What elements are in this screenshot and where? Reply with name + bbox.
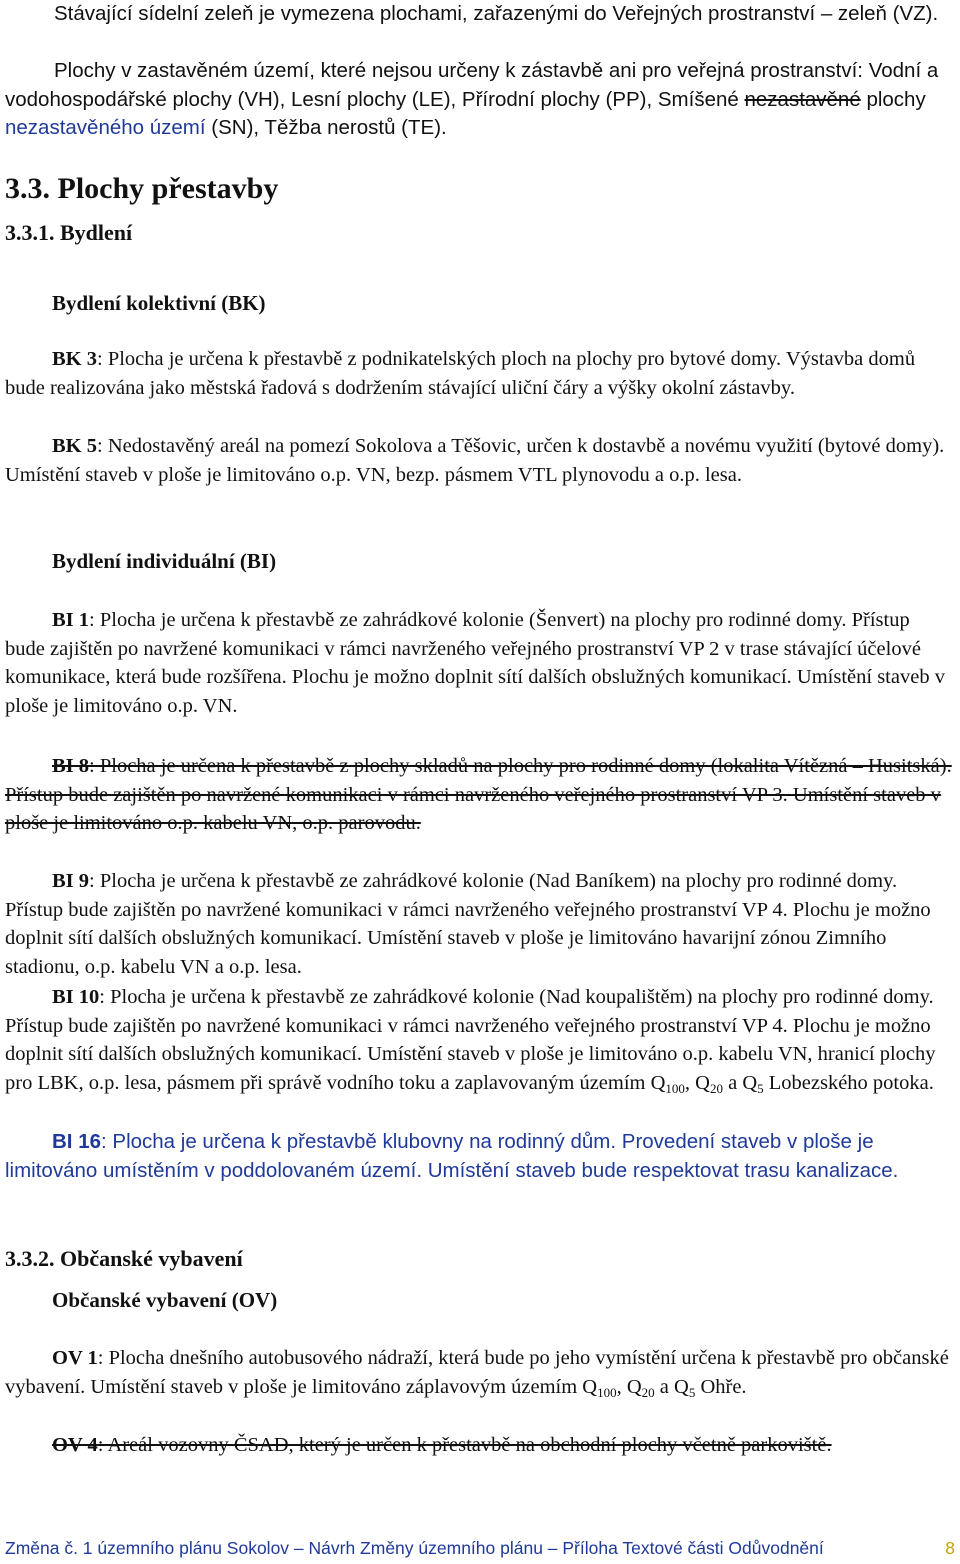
bi9-paragraph: BI 9: Plocha je určena k přestavbě ze zahrádkové kolonie (Nad Baníkem) na plochy pro rodinné domy. Přístup bude zajištěn po navržené komunikaci v rámci navrženého veřejného prostranství VP 4. Plochu je možno doplnit sítí dalších obslužných komunikací. Umístění staveb v ploše je limitováno havarijní zónou Zimního stadionu, o.p. kabelu VN a o.p. lesa. — [5, 870, 931, 978]
footer-text: Změna č. 1 územního plánu Sokolov – Návrh Změny územního plánu – Příloha Textové části Odůvodnění — [5, 1538, 824, 1558]
bi1-paragraph: BI 1: Plocha je určena k přestavbě ze zahrádkové kolonie (Šenvert) na plochy pro rodinné domy. Přístup bude zajištěn po navržené komunikaci v rámci navrženého veřejného prostranství VP 2 v trase stávající účelové komunikace, která bude rozšířena. Plochu je možno doplnit sítí dalších obslužných komunikací. Umístění staveb v ploše je limitováno o.p. VN. — [5, 609, 945, 717]
bi10-paragraph: BI 10: Plocha je určena k přestavbě ze zahrádkové kolonie (Nad koupalištěm) na plochy pro rodinné domy. Přístup bude zajištěn po navržené komunikaci v rámci navrženého veřejného prostranství VP 4. Plochu je možno doplnit sítí dalších obslužných komunikací. Umístění staveb v ploše je limitováno o.p. kabelu VN, hranicí plochy pro LBK, o.p. lesa, pásmem při správě vodního toku a zaplavovaným územím $Q_{100}$, $Q_{20}$ a $Q_5$ Lobezského potoka. — [5, 986, 936, 1096]
ov4-paragraph-struck: OV 4: Areál vozovny ČSAD, který je určen k přestavbě na obchodní plochy včetně parkoviště. — [52, 1434, 832, 1456]
bk3-code: BK 3 — [52, 348, 97, 370]
section-title: 3.3. Plochy přestavby — [5, 172, 279, 205]
bk5-paragraph: BK 5: Nedostavěný areál na pomezí Sokolova a Těšovic, určen k dostavbě a novému využití (bytové domy). Umístění staveb v ploše je limitováno o.p. VN, bezp. pásmem VTL plynovodu a o.p. lesa. — [5, 435, 945, 486]
bi1-code: BI 1 — [52, 609, 90, 631]
bi16-paragraph: BI 16: Plocha je určena k přestavbě klubovny na rodinný dům. Provedení staveb v ploše je limitováno umístěním v poddolovaném území. Umístění staveb bude respektovat trasu kanalizace. — [5, 1130, 899, 1182]
page-footer — [5, 1538, 955, 1562]
ov1-code: OV 1 — [52, 1347, 98, 1369]
blue-inserted-text: nezastavěného území — [5, 116, 206, 140]
ov1-paragraph: OV 1: Plocha dnešního autobusového nádraží, která bude po jeho vymístění určena k přestavbě pro občanské vybavení. Umístění staveb v ploše je limitováno záplavovým územím $Q_{100}$, $Q_{20}$ a $Q_5$ Ohře. — [5, 1347, 949, 1400]
subsection-title-obcanske: 3.3.2. Občanské vybavení — [5, 1246, 243, 1271]
bk3-paragraph: BK 3: Plocha je určena k přestavbě z podnikatelských ploch na plochy pro bytové domy. Výstavba domů bude realizována jako městská řadová s dodržením stávající uliční čáry a výšky okolní zástavby. — [5, 348, 916, 399]
subsection-title-bydleni: 3.3.1. Bydlení — [5, 220, 133, 245]
ov4-code: OV 4 — [52, 1434, 98, 1456]
bi16-code: BI 16 — [52, 1130, 101, 1153]
bi10-code: BI 10 — [52, 986, 100, 1008]
ov-heading: Občanské vybavení (OV) — [52, 1288, 278, 1312]
page-number: 8 — [945, 1538, 955, 1558]
bi-heading: Bydlení individuální (BI) — [52, 549, 277, 573]
bi8-paragraph-struck: BI 8: Plocha je určena k přestavbě z plochy skladů na plochy pro rodinné domy (lokalita Vítězná – Husitská). Přístup bude zajištěn po navržené komunikaci v rámci navrženého veřejného prostranství VP 3. Umístění staveb v ploše je limitováno o.p. kabelu VN, o.p. parovodu. — [5, 755, 952, 835]
bi9-code: BI 9 — [52, 870, 90, 892]
struck-text: nezastavěné — [744, 87, 861, 111]
bi8-code: BI 8 — [52, 755, 90, 777]
intro-paragraph-1: Stávající sídelní zeleň je vymezena plochami, zařazenými do Veřejných prostranství – zeleň (VZ). — [54, 2, 939, 25]
bk-heading: Bydlení kolektivní (BK) — [52, 291, 266, 315]
bk5-code: BK 5 — [52, 435, 97, 457]
intro-paragraph-2: Plochy v zastavěném území, které nejsou určeny k zástavbě ani pro veřejná prostranství: Vodní a vodohospodářské plochy (VH), Lesní plochy (LE), Přírodní plochy (PP), Smíšené nezastavěné plochy nezastavěného území (SN), Těžba nerostů (TE). — [5, 59, 939, 140]
